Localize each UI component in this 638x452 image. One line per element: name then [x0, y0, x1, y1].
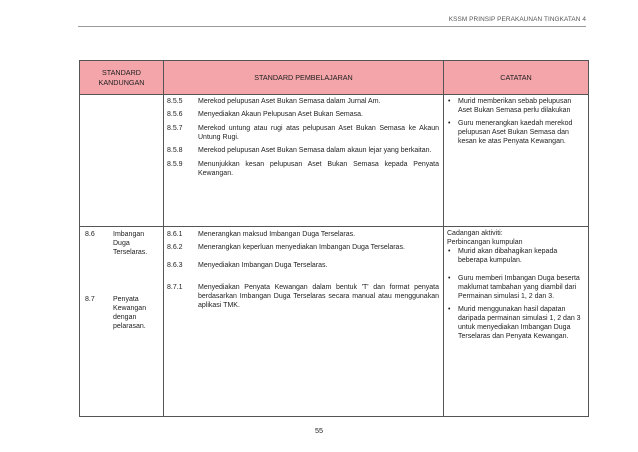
- notes-cell: [444, 95, 589, 227]
- header-content-standard-line1: STANDARD: [101, 68, 141, 78]
- learning-item: [167, 231, 439, 240]
- header-learning-standard: STANDARD PEMBELAJARAN: [164, 61, 444, 95]
- learning-text: Merekod pelupusan Aset Bukan Semasa dalam akaun lejar yang berkaitan.: [198, 147, 432, 155]
- learning-number: 8.6.2: [167, 244, 183, 252]
- learning-item: [167, 98, 439, 107]
- table-header-row: [80, 61, 589, 95]
- note-text: Guru menerangkan kaedah merekod pelupusan Aset Bukan Semasa dan kesan ke atas Penyata Kewangan.: [458, 120, 573, 146]
- learning-number: 8.6.1: [167, 231, 183, 238]
- content-cell: [80, 227, 164, 417]
- running-header: KSSM PRINSIP PERAKAUNAN TINGKATAN 4: [448, 16, 586, 23]
- header-content-standard: [80, 61, 164, 95]
- content-text: Penyata Kewangan dengan pelarasan.: [113, 295, 147, 330]
- note-text: Guru memberi Imbangan Duga beserta maklumat tambahan yang diambil dari Permainan simulasi 1, 2 dan 3.: [458, 274, 580, 300]
- notes-cell: [444, 227, 589, 417]
- learning-number: 8.7.1: [167, 284, 183, 292]
- bullet-icon: •: [448, 247, 451, 255]
- note-item: [447, 120, 584, 147]
- table-row: [80, 95, 589, 227]
- learning-cell: [164, 227, 444, 417]
- note-item: [447, 98, 584, 116]
- notes-intro: Cadangan aktiviti:: [447, 230, 503, 237]
- notes-subheading: Perbincangan kumpulan: [447, 238, 523, 246]
- content-number: 8.7: [85, 295, 95, 303]
- learning-number: 8.5.7: [167, 124, 183, 132]
- learning-text: Menerangkan keperluan menyediakan Imbangan Duga Terselaras.: [198, 244, 405, 252]
- learning-text: Menyediakan Penyata Kewangan dalam bentuk 'T' dan format penyata berdasarkan Imbangan Duga Terselaras secara manual atau menggunakan aplikasi TMK.: [198, 284, 439, 310]
- learning-number: 8.5.6: [167, 111, 183, 119]
- note-text: Murid menggunakan hasil dapatan daripada permainan simulasi 1, 2 dan 3 untuk menyediakan Imbangan Duga Terselaras dan Penyata Kewangan.: [458, 306, 581, 341]
- learning-item: [167, 262, 439, 271]
- learning-item: [167, 111, 439, 120]
- content-text: Imbangan Duga Terselaras.: [113, 231, 148, 256]
- learning-text: Merekod pelupusan Aset Bukan Semasa dalam Jurnal Am.: [198, 98, 381, 105]
- learning-number: 8.5.8: [167, 147, 183, 155]
- learning-item: [167, 284, 439, 311]
- note-item: [447, 275, 584, 302]
- learning-item: [167, 161, 439, 179]
- bullet-icon: •: [448, 274, 451, 282]
- learning-item: [167, 147, 439, 156]
- note-text: Murid akan dibahagikan kepada beberapa kumpulan.: [458, 247, 558, 264]
- learning-text: Menyediakan Akaun Pelupusan Aset Bukan Semasa.: [198, 111, 363, 119]
- header-content-standard-line2: KANDUNGAN: [98, 77, 145, 87]
- content-item: [85, 296, 159, 332]
- learning-item: [167, 244, 439, 253]
- learning-cell: [164, 95, 444, 227]
- content-number: 8.6: [85, 231, 95, 238]
- bullet-icon: •: [448, 120, 451, 128]
- content-item: [85, 231, 159, 258]
- bullet-icon: •: [448, 306, 451, 314]
- learning-number: 8.6.3: [167, 262, 183, 270]
- bullet-icon: •: [448, 98, 451, 105]
- syllabus-table: [79, 60, 589, 417]
- learning-text: Merekod untung atau rugi atas pelupusan Aset Bukan Semasa ke Akaun Untung Rugi.: [198, 124, 439, 141]
- learning-text: Menerangkan maksud Imbangan Duga Terselaras.: [198, 231, 356, 238]
- note-item: [447, 306, 584, 342]
- learning-text: Menyediakan Imbangan Duga Terselaras.: [198, 262, 328, 270]
- header-rule: [78, 26, 586, 27]
- content-cell-empty: [80, 95, 164, 227]
- header-notes: CATATAN: [444, 61, 589, 95]
- note-item: [447, 248, 584, 266]
- note-text: Murid memberikan sebab pelupusan Aset Bukan Semasa perlu dilakukan: [458, 98, 572, 114]
- learning-number: 8.5.5: [167, 98, 183, 105]
- learning-text: Menunjukkan kesan pelupusan Aset Bukan Semasa kepada Penyata Kewangan.: [198, 160, 439, 177]
- page-number: 55: [315, 426, 323, 435]
- learning-number: 8.5.9: [167, 160, 183, 168]
- table-row: [80, 227, 589, 417]
- learning-item: [167, 125, 439, 143]
